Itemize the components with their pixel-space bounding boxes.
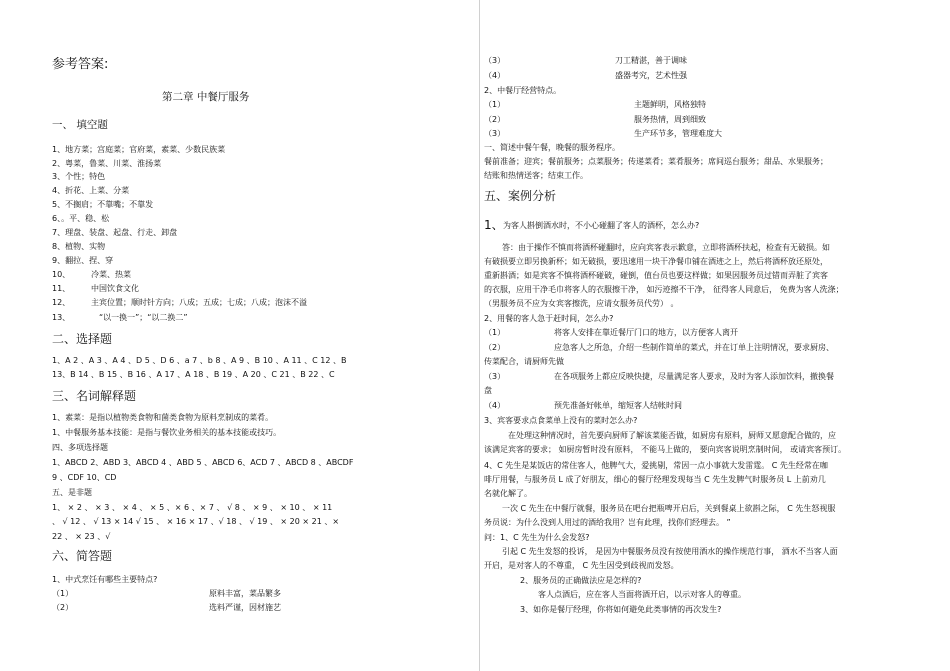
- answer-number: （2）: [484, 115, 506, 124]
- answer-item: 选料严谨，因材施艺: [209, 603, 281, 612]
- case-description: 4、C 先生是某饭店的常住客人，他脾气大，爱挑剔，常因一点小事就大发雷霆。 C 先生经常在咖: [484, 461, 828, 470]
- truefalse-answers: 1、 × 2 、 × 3 、 × 4 、 × 5 、× 6 、× 7 、 √ 8 、 × 9 、 × 10 、 × 11: [52, 503, 333, 512]
- answer-item: 刀工精湛，善于调味: [615, 56, 687, 65]
- section-case-heading: 五、案例分析: [484, 189, 557, 203]
- section-multi-heading: 四、多项选择题: [52, 443, 108, 452]
- fill-answer: 5、不搁肩；不靠嘴；不靠发: [52, 200, 154, 209]
- truefalse-answers: 22 、 × 23 、√: [52, 532, 111, 541]
- section-fill-heading: 一、 填空题: [52, 119, 108, 131]
- case-answer: 答：由于操作不慎而将酒杯碰翻时，应向宾客表示歉意，立即将酒杯扶起，检查有无破损。如: [502, 243, 830, 252]
- answer-number: （4）: [484, 71, 506, 80]
- term-definition: 1、素菜：是指以植物类食物和菌类食物为原料烹制成的菜肴。: [52, 413, 274, 422]
- fill-answer-number: 12、: [52, 298, 71, 307]
- section-terms-heading: 三、名词解释题: [52, 389, 137, 403]
- case-answer: 有破损要立即另换新杯；如无破损，要迅速用一块干净餐巾铺在酒迹之上，然后将酒杯放还原处，: [484, 257, 828, 266]
- fill-answer: 1、地方菜；宫庭菜；官府菜，素菜、少数民族菜: [52, 145, 226, 154]
- case-description: 一次 C 先生在中餐厅就餐，服务员在吧台把瓶啤开启后，关到餐桌上欲斟之际， C 先生怒视服: [502, 504, 836, 513]
- answer-item: 在各项服务上都应反映快捷，尽量满足客人要求，及时为客人添加饮料，撤换餐: [554, 372, 834, 381]
- fill-answer-number: 11、: [52, 284, 71, 293]
- fill-answer: 主宾位置；顺时针方向；八成；五成；七成；八成；泡沫不溢: [91, 298, 307, 307]
- answer-text: 餐前准备；迎宾；餐前服务；点菜服务；传递菜肴；菜肴服务；席间巡台服务；甜品、水果服务；: [484, 157, 828, 166]
- answer-item: 盘: [484, 386, 492, 395]
- fill-answer: 冷菜、热菜: [91, 270, 131, 279]
- answer-item: 生产环节多，管理难度大: [634, 129, 722, 138]
- fill-answer: 6、。平、稳、松: [52, 214, 110, 223]
- answer-item: 将客人安排在靠近餐厅门口的地方，以方便客人离开: [554, 328, 738, 337]
- answer-number: （1）: [484, 328, 506, 337]
- case-answer: 的衣服，应用干净毛巾将客人的衣服擦干净， 如污迹擦不干净， 征得客人同意后， 免费为客人洗涤；: [484, 285, 844, 294]
- answer-number: （2）: [484, 343, 506, 352]
- case-question: 为客人斟倒酒水时，不小心碰翻了客人的酒杯，怎么办?: [503, 221, 700, 230]
- answer-item: 盛器考究，艺术性强: [615, 71, 687, 80]
- fill-answer: 9、翻拉、捏、穿: [52, 256, 114, 265]
- choice-answers: 1、A 2 、A 3 、A 4 、D 5 、D 6 、a 7 、b 8 、A 9 、B 10 、A 11 、C 12 、B: [52, 356, 347, 365]
- case-description: 务员说：为什么没到人用过的酒给我用？岂有此理，找你们经理去。 ”: [484, 518, 731, 527]
- question: 1、中式烹饪有哪些主要特点?: [52, 575, 158, 584]
- column-divider: [479, 0, 480, 671]
- answer-number: （3）: [484, 129, 506, 138]
- answer-number: （3）: [484, 56, 506, 65]
- fill-answer: “以一换一”；“以二换二”: [99, 313, 188, 322]
- answer-number: （1）: [52, 589, 74, 598]
- answer-number: （1）: [484, 100, 506, 109]
- truefalse-answers: 、 √ 12 、 √ 13 × 14 √ 15 、 × 16 × 17 、√ 18 、 √ 19 、 × 20 × 21 、×: [52, 517, 340, 526]
- answer-number: （3）: [484, 372, 506, 381]
- section-choice-heading: 二、选择题: [52, 332, 113, 346]
- case-answer: （男服务员不应为女宾客擦洗，应请女服务员代劳） 。: [484, 299, 679, 308]
- answer-item: 原料丰富，菜品繁多: [209, 589, 281, 598]
- case-answer: 客人点酒后，应在客人当面将酒开启，以示对客人的尊重。: [538, 590, 746, 599]
- fill-answer: 中国饮食文化: [91, 284, 139, 293]
- chapter-title: 第二章 中餐厅服务: [162, 91, 250, 103]
- fill-answer: 8、植物、实物: [52, 242, 106, 251]
- section-short-answer-heading: 六、简答题: [52, 549, 113, 563]
- case-answer: 该满足宾客的要求； 如厨房暂时没有原料， 不能马上做的， 要向宾客说明烹制时间， 或请宾客预订。: [484, 445, 847, 454]
- fill-answer-number: 13、: [52, 313, 71, 322]
- answer-item: 主题鲜明，风格独特: [634, 100, 706, 109]
- case-question: 3、宾客要求点食菜单上没有的菜时怎么办?: [484, 416, 638, 425]
- answer-number: （4）: [484, 401, 506, 410]
- case-question: 2、用餐的客人急于赶时间，怎么办?: [484, 314, 614, 323]
- case-answer: 开启，是对客人的不尊重， C 先生因受到歧视而发怒。: [484, 561, 679, 570]
- case-description: 名就化解了。: [484, 489, 532, 498]
- answer-title: 参考答案:: [52, 57, 109, 72]
- case-number: 1、: [484, 218, 504, 232]
- choice-answers: 13、B 14 、B 15 、B 16 、A 17 、A 18 、B 19 、A 20 、C 21 、B 22 、C: [52, 370, 335, 379]
- case-question: 问：1、C 先生为什么会发怒?: [484, 533, 590, 542]
- case-answer: 在处理这种情况时，首先要向厨师了解该菜能否做，如厨房有原料，厨师又愿意配合做的，应: [508, 431, 836, 440]
- fill-answer: 3、个性；特色: [52, 172, 106, 181]
- answer-item: 服务热情，周到细致: [634, 115, 706, 124]
- case-question: 3、如你是餐厅经理，你将如何避免此类事情的再次发生?: [520, 605, 722, 614]
- fill-answer: 2、粤菜，鲁菜、川菜、淮扬菜: [52, 159, 162, 168]
- fill-answer: 7、理盘、装盘、起盘、行走、卸盘: [52, 228, 178, 237]
- case-question: 2、服务员的正确做法应是怎样的?: [520, 576, 642, 585]
- fill-answer: 4、折花、上菜、分菜: [52, 186, 130, 195]
- answer-text: 结账和热情送客；结束工作。: [484, 171, 588, 180]
- term-definition: 1、中餐服务基本技能：是指与餐饮业务相关的基本技能或技巧。: [52, 428, 282, 437]
- question: 一、简述中餐午餐，晚餐的服务程序。: [484, 143, 620, 152]
- multi-choice-answers: 9 、CDF 10、CD: [52, 473, 117, 482]
- answer-number: （2）: [52, 603, 74, 612]
- case-answer: 重新斟酒；如是宾客不慎将酒杯碰破，碰倒，值台员也要这样做；如果因服务员过错而弄脏了宾客: [484, 271, 828, 280]
- case-description: 啡厅用餐，与服务员 L 成了好朋友，细心的餐厅经理发现每当 C 先生发脾气时服务员 L 上前劝几: [484, 475, 826, 484]
- answer-item: 传菜配合，请厨师先做: [484, 357, 564, 366]
- answer-item: 应急客人之所急，介绍一些制作简单的菜式，并在订单上注明情况，要求厨房、: [554, 343, 834, 352]
- case-answer: 引起 C 先生发怒的投诉， 是因为中餐服务员没有按使用酒水的操作规范行事， 酒水不当客人面: [502, 547, 838, 556]
- fill-answer-number: 10、: [52, 270, 71, 279]
- question: 2、中餐厅经营特点。: [484, 86, 562, 95]
- section-truefalse-heading: 五、是非题: [52, 488, 92, 497]
- multi-choice-answers: 1、ABCD 2、ABD 3、ABCD 4 、ABD 5 、ABCD 6、ACD 7 、ABCD 8 、ABCDF: [52, 458, 354, 467]
- answer-item: 预先准备好帐单，缩短客人结帐时间: [554, 401, 682, 410]
